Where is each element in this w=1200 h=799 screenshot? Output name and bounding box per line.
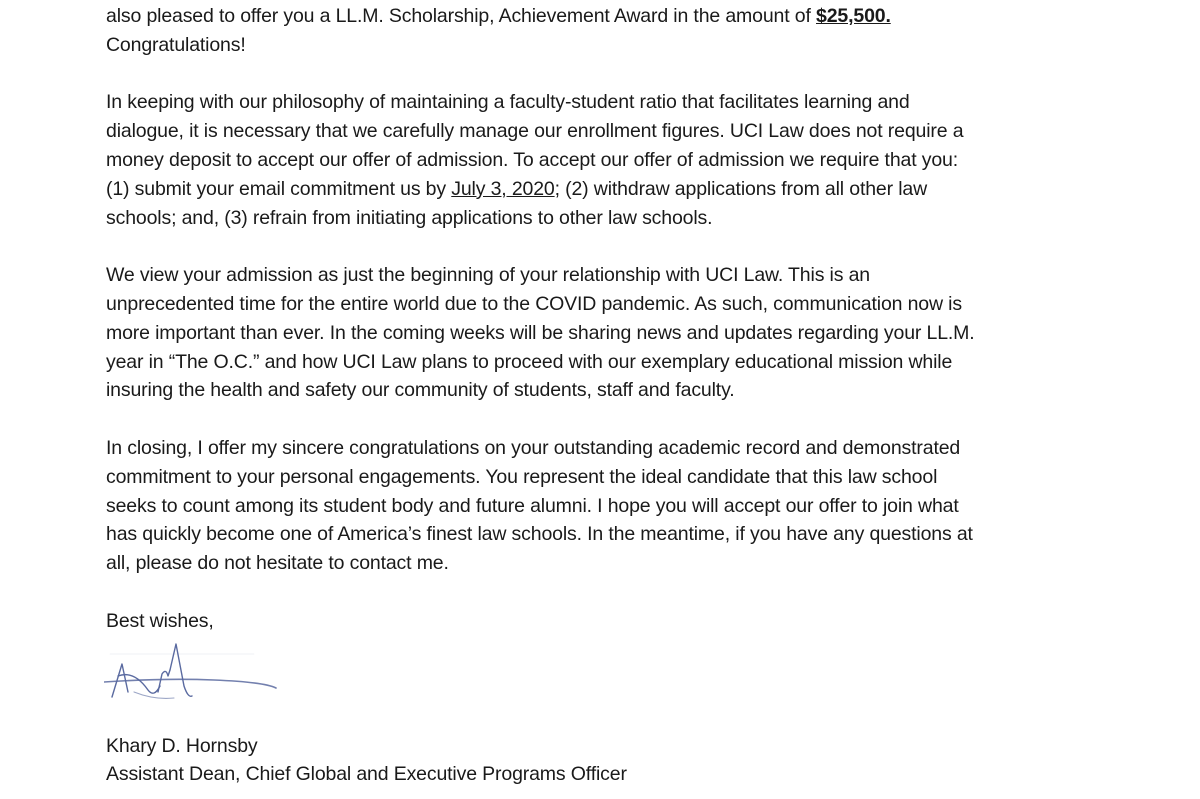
congratulations-text: Congratulations! [106, 33, 246, 56]
scholarship-amount: $25,500. [816, 5, 891, 27]
paragraph-scholarship [106, 2, 1106, 60]
scholarship-text: also pleased to offer you a LL.M. Scholarship, Achievement Award in the amount of [106, 5, 817, 27]
signer-title: Assistant Dean, Chief Global and Executive Programs Officer [106, 763, 627, 786]
closing-salutation: Best wishes, [106, 609, 214, 632]
paragraph-relationship: We view your admission as just the beginning of your relationship with UCI Law. This is an unprecedented time for the entire world due to the COVID pandemic. As such, communication now is more important than ever. In the coming weeks will be sharing news and updates regarding your LL.M. year in “The O.C.” and how UCI Law plans to proceed with our exemplary educational mission while insuring the health and safety our community of students, staff and faculty. [106, 264, 975, 402]
paragraph-enrollment: In keeping with our philosophy of maintaining a faculty-student ratio that facilitates learning and dialogue, it is necessary that we carefully manage our enrollment figures. UCI Law does not require a money deposit to accept our offer of admission. To accept our offer of admission we require that you: (1) submit your email commitment us by July 3, 2020; (2) withdraw applications from all other law schools; and, (3) refrain from initiating applications to other law schools. [106, 91, 964, 229]
signer-name: Khary D. Hornsby [106, 734, 258, 757]
paragraph-closing: In closing, I offer my sincere congratulations on your outstanding academic record and demonstrated commitment to your personal engagements. You represent the ideal candidate that this law school seeks to count among its student body and future alumni. I hope you will accept our offer to join what has quickly become one of America’s finest law schools. In the meantime, if you have any questions at all, please do not hesitate to contact me. [106, 436, 973, 575]
signature-image [104, 640, 284, 704]
letter-body [106, 2, 1106, 789]
commitment-deadline: July 3, 2020 [451, 177, 555, 200]
